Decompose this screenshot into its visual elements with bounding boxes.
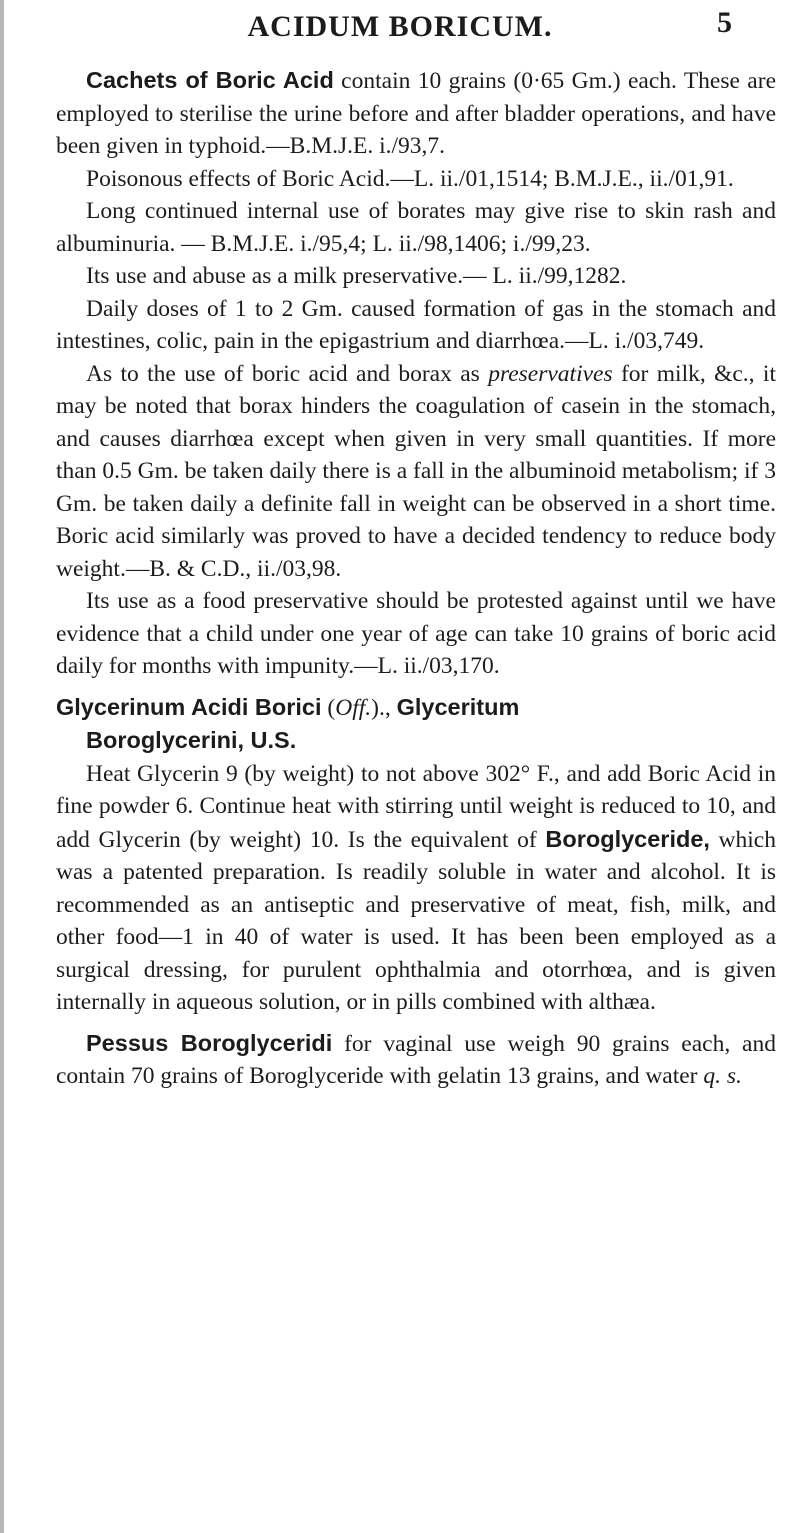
paragraph-long-continued: Long continued internal use of borates may give rise to skin rash and albuminuria. — B.M.J.E. i./95,4; L. ii./98,1406; i./99,23. — [56, 198, 776, 257]
page-header — [0, 6, 800, 50]
paragraph-poisonous: Poisonous effects of Boric Acid.—L. ii./01,1514; B.M.J.E., ii./01,91. — [86, 165, 734, 192]
heat-bold: Boroglyceride, — [545, 825, 710, 852]
paragraph-daily-doses: Daily doses of 1 to 2 Gm. caused formation of gas in the stomach and intestines, colic, pain in the epigastrium and diarrhœa.—L. i./03,749. — [56, 295, 776, 354]
page-number: 5 — [717, 6, 732, 39]
heading-title-b: Glyceritum — [396, 693, 520, 720]
section-heading-glycerinum — [56, 691, 776, 758]
heat-before: Heat Glycerin 9 (by weight) to not above 302° F., and add Boric Acid in fine powder 6. Continue heat with stirring until weight is reduced to 10, and add Glycerin (by weight) 10. Is the equivalent of — [56, 760, 776, 853]
paragraph-pessus — [56, 1027, 776, 1093]
pessus-lead: Pessus Boroglyceridi — [86, 1029, 333, 1056]
heading-title-c: Boroglycerini, U.S. — [86, 727, 297, 753]
page-edge-rule — [0, 0, 4, 1533]
heading-title-a: Glycerinum Acidi Borici — [56, 693, 322, 720]
heat-after: which was a patented preparation. Is readily soluble in water and alcohol. It is recommended as an antiseptic and preservative of meat, fish, milk, and other food—1 in 40 of water is used. It has been been employed as a surgical dressing, for purulent ophthalmia and otorrhœa, and is given internally in aqueous solution, or in pills combined with althæa. — [56, 826, 776, 1015]
cachets-lead: Cachets of Boric Acid — [86, 67, 334, 93]
page-body — [56, 64, 776, 1093]
cachets-text: contain 10 grains (0·65 Gm.) each. These are employed to sterilise the urine before and after bladder operations, and have been given in typhoid.—B.M.J.E. i./93,7. — [56, 68, 776, 159]
preservatives-before: As to the use of boric acid and borax as — [86, 360, 489, 387]
running-title: ACIDUM BORICUM. — [247, 10, 553, 43]
heading-off: Off. — [335, 694, 372, 721]
paragraph-food-preservative: Its use as a food preservative should be protested against until we have evidence that a child under one year of age can take 10 grains of boric acid daily for months with impunity.—L. ii./03,170. — [56, 588, 776, 679]
paragraph-preservatives — [56, 358, 776, 586]
pessus-text: for vaginal use weigh 90 grains each, and contain 70 grains of Boroglyceride with gelatin 13 grains, and water — [56, 1030, 776, 1089]
heading-line-1: Glycerinum Acidi Borici (Off.)., Glyceritum — [56, 693, 520, 721]
heading-line-2 — [56, 724, 776, 758]
preservatives-after: for milk, &c., it may be noted that borax hinders the coagulation of casein in the stomach, and causes diarrhœa except when given in very small quantities. If more than 0.5 Gm. be taken daily there is a fall in the albuminoid metabolism; if 3 Gm. be taken daily a definite fall in weight can be observed in a short time. Boric acid similarly was proved to have a decided tendency to reduce body weight.—B. & C.D., ii./03,98. — [56, 360, 776, 582]
paragraph-cachets — [56, 64, 776, 163]
paragraph-use-abuse: Its use and abuse as a milk preservative.— L. ii./99,1282. — [86, 263, 627, 289]
paragraph-heat — [56, 758, 776, 1019]
pessus-qs: q. s. — [703, 1063, 742, 1089]
preservatives-italic: preservatives — [488, 360, 613, 387]
